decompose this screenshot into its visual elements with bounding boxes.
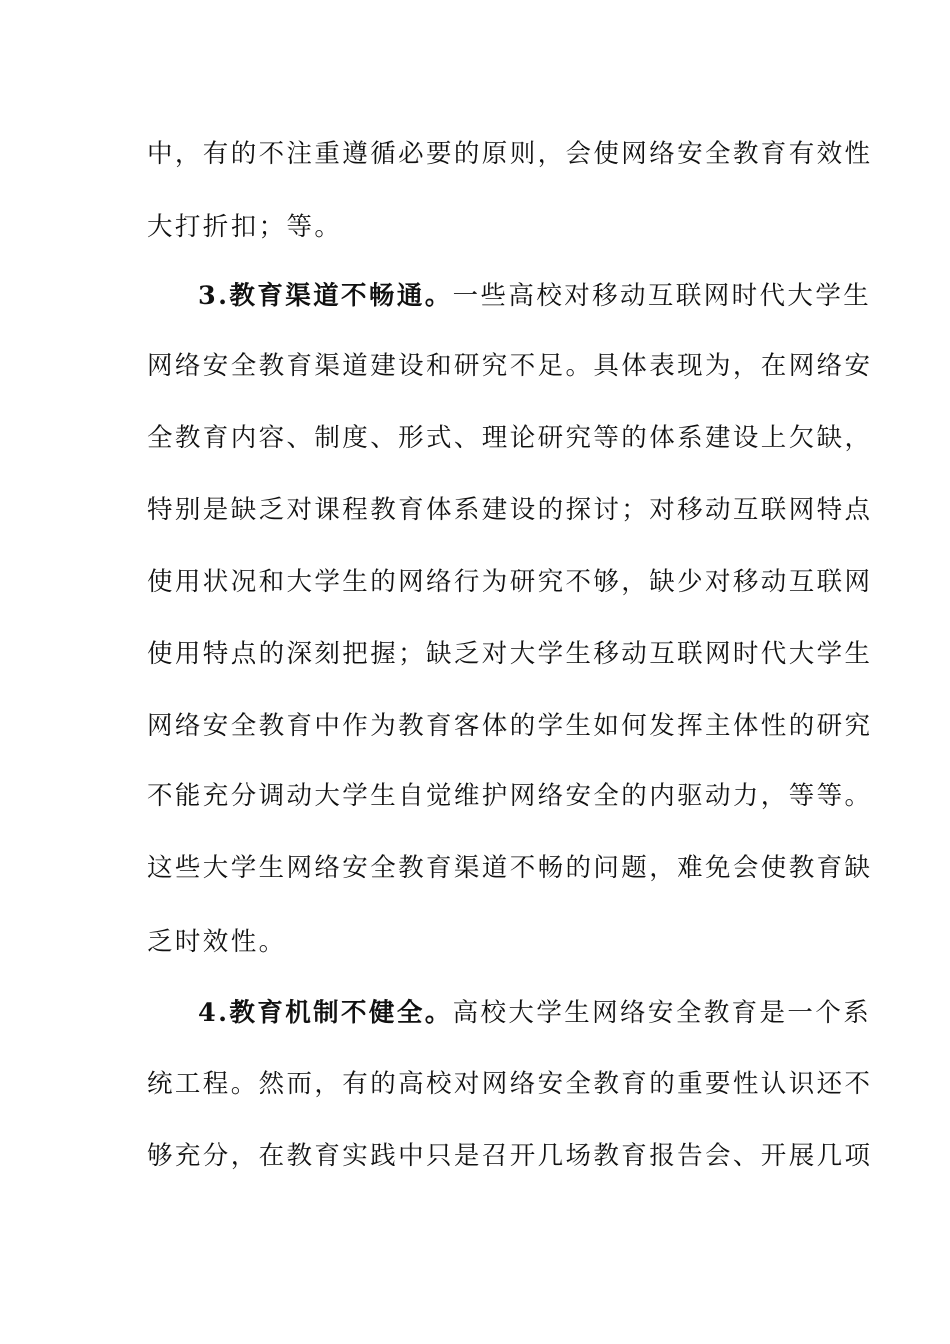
text-line: 网络安全教育中作为教育客体的学生如何发挥主体性的研究	[147, 711, 873, 741]
text-line: 高校大学生网络安全教育是一个系	[452, 998, 872, 1028]
text-line: 不能充分调动大学生自觉维护网络安全的内驱动力，等等。	[147, 781, 873, 811]
section-heading-3: 3.教育渠道不畅通。	[198, 281, 453, 311]
paragraph-3-first-line	[198, 276, 872, 316]
text-line: 使用状况和大学生的网络行为研究不够，缺少对移动互联网	[147, 567, 873, 597]
text-line: 网络安全教育渠道建设和研究不足。具体表现为，在网络安	[147, 351, 873, 381]
section-heading-4: 4.教育机制不健全。	[198, 998, 453, 1028]
text-line: 中，有的不注重遵循必要的原则，会使网络安全教育有效性	[147, 139, 873, 169]
text-line: 够充分，在教育实践中只是召开几场教育报告会、开展几项	[147, 1141, 873, 1171]
text-line: 这些大学生网络安全教育渠道不畅的问题，难免会使教育缺	[147, 853, 873, 883]
text-line: 特别是缺乏对课程教育体系建设的探讨；对移动互联网特点	[147, 495, 873, 525]
text-line: 使用特点的深刻把握；缺乏对大学生移动互联网时代大学生	[147, 639, 873, 669]
text-line: 统工程。然而，有的高校对网络安全教育的重要性认识还不	[147, 1069, 873, 1099]
text-line: 全教育内容、制度、形式、理论研究等的体系建设上欠缺，	[147, 423, 873, 453]
text-line: 大打折扣；等。	[147, 212, 343, 242]
paragraph-4-first-line	[198, 993, 872, 1033]
text-line: 乏时效性。	[147, 927, 287, 957]
text-line: 一些高校对移动互联网时代大学生	[452, 281, 872, 311]
